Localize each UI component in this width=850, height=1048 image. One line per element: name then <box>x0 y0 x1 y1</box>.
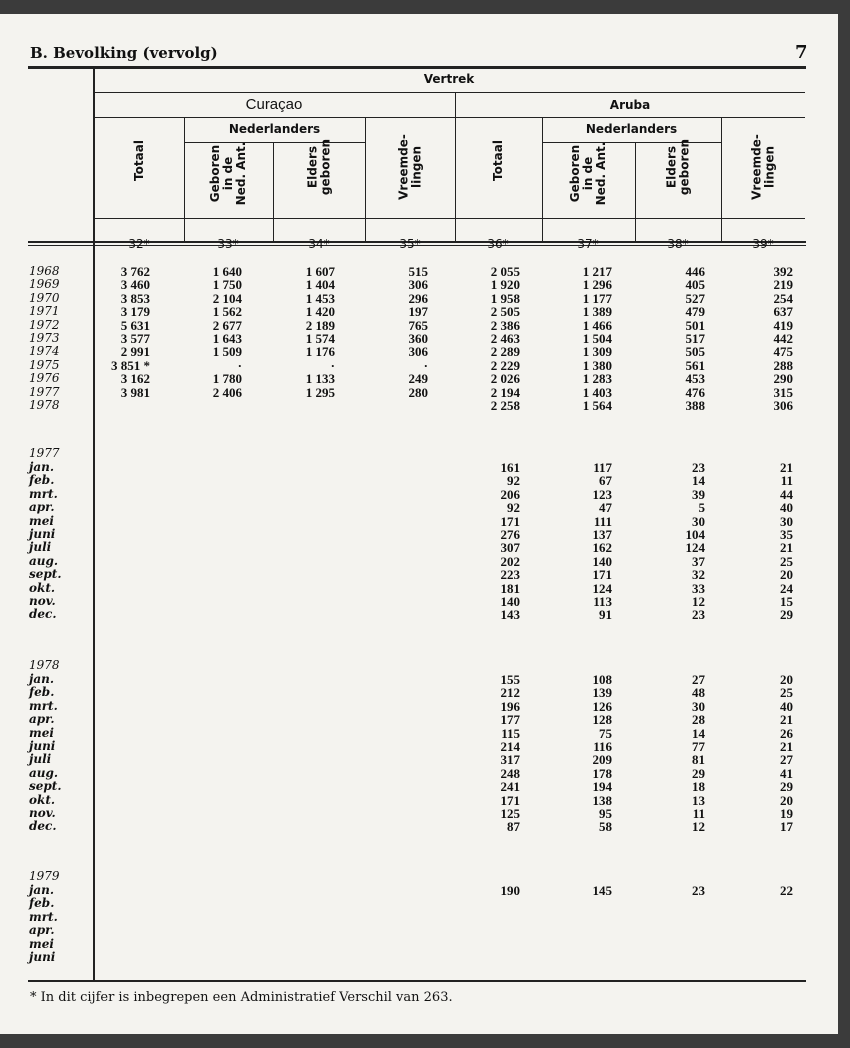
row-label-year: 1968 <box>29 264 60 278</box>
row-label-month: mei <box>29 513 54 528</box>
table-cell: 48 <box>692 685 705 701</box>
column-number: 34* <box>308 237 330 251</box>
section-title: B. Bevolking (vervolg) <box>30 44 218 62</box>
table-cell: 2 505 <box>490 304 520 320</box>
table-cell: 1 920 <box>490 277 520 293</box>
table-cell: 67 <box>599 473 612 489</box>
table-cell: 317 <box>500 752 520 768</box>
table-cell: 14 <box>692 725 705 741</box>
table-cell: 202 <box>500 553 520 569</box>
table-cell: 1 420 <box>305 304 335 320</box>
table-cell: 392 <box>773 264 793 279</box>
table-cell: 26 <box>780 725 793 741</box>
row-label-month: aug. <box>29 553 59 568</box>
table-cell: 2 055 <box>490 264 520 279</box>
stub-column-rule <box>93 69 95 981</box>
table-top-rule <box>28 66 806 69</box>
row-label-month: okt. <box>29 580 56 595</box>
table-cell: 161 <box>500 460 520 475</box>
table-cell: 2 677 <box>212 317 242 333</box>
table-cell: 171 <box>592 567 612 583</box>
column-header-label: Vreemde- lingen <box>749 134 777 200</box>
column-header-label: Totaal <box>491 140 505 181</box>
table-cell: 476 <box>685 384 705 400</box>
row-label-year: 1977 <box>29 384 60 399</box>
column-number: 35* <box>399 237 421 251</box>
row-label-month: mei <box>29 936 54 951</box>
table-cell: 3 162 <box>120 371 150 387</box>
table-cell: 139 <box>592 685 612 701</box>
row-label-month: sept. <box>29 567 62 582</box>
table-cell: 1 607 <box>305 264 335 279</box>
table-cell: 20 <box>780 792 793 808</box>
table-cell: 248 <box>500 765 520 781</box>
table-cell: 3 851 * <box>111 357 150 373</box>
table-cell: 21 <box>780 739 793 754</box>
row-label-month: juli <box>29 540 52 555</box>
row-label-year: 1974 <box>29 344 60 359</box>
table-cell: 15 <box>780 594 793 609</box>
table-cell: 140 <box>592 553 612 569</box>
table-cell: 27 <box>780 752 793 768</box>
table-cell: 296 <box>408 290 428 306</box>
table-cell: 290 <box>773 371 793 387</box>
row-label-month: okt. <box>29 792 56 807</box>
table-cell: 1 404 <box>305 277 335 293</box>
table-cell: 3 981 <box>120 384 150 400</box>
column-header-label: Totaal <box>132 140 146 181</box>
table-cell: 2 194 <box>490 384 520 400</box>
row-label-month: mei <box>29 725 54 740</box>
table-cell: 360 <box>408 331 428 346</box>
table-cell: 117 <box>593 460 612 475</box>
row-label-month: juni <box>29 950 56 964</box>
row-label-month: mrt. <box>29 698 58 713</box>
table-cell: 33 <box>692 580 705 596</box>
table-cell: 47 <box>599 500 612 516</box>
table-cell: 561 <box>685 357 705 373</box>
table-cell: 32 <box>692 567 705 583</box>
table-cell: 95 <box>599 806 612 821</box>
table-cell: 29 <box>780 779 793 795</box>
table-cell: 138 <box>592 792 612 808</box>
table-cell: 505 <box>685 344 705 360</box>
row-label-month: nov. <box>29 594 56 608</box>
table-cell: 388 <box>685 398 705 413</box>
table-cell: 446 <box>685 264 705 279</box>
row-label-year: 1975 <box>29 357 60 372</box>
divider <box>721 117 722 241</box>
table-cell: 209 <box>592 752 612 768</box>
table-cell: 29 <box>780 607 793 623</box>
table-cell: 12 <box>692 819 705 835</box>
header-aruba: Aruba <box>609 98 651 112</box>
table-cell: 1 509 <box>212 344 242 360</box>
table-cell: · <box>330 357 335 373</box>
column-header-label: Elders geboren <box>305 138 333 196</box>
table-cell: 30 <box>692 513 705 529</box>
table-cell: 23 <box>692 460 705 475</box>
row-label-month: feb. <box>29 896 55 911</box>
row-label-month: nov. <box>29 806 56 820</box>
row-label-month: mrt. <box>29 486 58 501</box>
table-cell: 306 <box>408 344 428 360</box>
table-cell: 28 <box>692 712 705 728</box>
table-cell: 442 <box>773 331 793 346</box>
row-label-month: feb. <box>29 685 55 700</box>
table-cell: 1 380 <box>582 357 612 373</box>
table-cell: 1 750 <box>212 277 242 293</box>
column-number: 38* <box>667 237 689 251</box>
table-cell: · <box>237 357 242 373</box>
table-cell: 2 189 <box>305 317 335 333</box>
row-label-year: 1972 <box>29 317 60 332</box>
table-cell: 137 <box>592 527 612 542</box>
table-cell: 190 <box>500 883 520 898</box>
column-number: 36* <box>487 237 509 251</box>
table-cell: 1 574 <box>305 331 335 346</box>
table-cell: 128 <box>592 712 612 728</box>
table-cell: 22 <box>780 883 793 898</box>
column-header-label: Geboren in de Ned. Ant. <box>568 141 608 206</box>
table-cell: 1 640 <box>212 264 242 279</box>
table-cell: 1 176 <box>305 344 335 360</box>
table-cell: 501 <box>685 317 705 333</box>
table-cell: 479 <box>685 304 705 320</box>
table-cell: 20 <box>780 672 793 687</box>
row-label-month: juni <box>29 739 56 753</box>
row-label-month: apr. <box>29 500 55 515</box>
row-label-month: dec. <box>29 819 57 834</box>
document-sheet <box>0 14 838 1034</box>
row-label-month: apr. <box>29 923 55 938</box>
table-cell: 2 463 <box>490 331 520 346</box>
table-cell: 111 <box>593 513 612 529</box>
table-cell: 39 <box>692 486 705 502</box>
table-cell: 21 <box>780 460 793 475</box>
divider <box>184 117 185 241</box>
table-cell: 306 <box>408 277 428 293</box>
table-cell: 177 <box>500 712 520 728</box>
table-cell: 25 <box>780 685 793 701</box>
row-label-month: sept. <box>29 779 62 794</box>
table-cell: 1 504 <box>582 331 612 346</box>
table-cell: 1 177 <box>582 290 612 306</box>
row-label-year-group: 1979 <box>29 869 60 883</box>
header-nederlanders-aruba: Nederlanders <box>585 122 678 136</box>
table-cell: 14 <box>692 473 705 489</box>
table-cell: 140 <box>500 594 520 609</box>
divider <box>93 92 805 93</box>
table-cell: 307 <box>500 540 520 556</box>
column-number: 33* <box>217 237 239 251</box>
footnote: * In dit cijfer is inbegrepen een Administratief Verschil van 263. <box>30 990 453 1005</box>
table-cell: 12 <box>692 594 705 609</box>
table-cell: 276 <box>500 527 520 542</box>
row-label-month: jan. <box>29 460 55 474</box>
table-cell: 58 <box>599 819 612 835</box>
table-cell: 2 991 <box>120 344 150 360</box>
table-cell: 306 <box>773 398 793 413</box>
row-label-year: 1976 <box>29 371 60 386</box>
table-cell: 515 <box>408 264 428 279</box>
table-cell: 115 <box>501 725 520 741</box>
table-cell: 1 958 <box>490 290 520 306</box>
table-cell: 5 631 <box>120 317 150 333</box>
table-cell: 113 <box>593 594 612 609</box>
table-cell: 196 <box>500 698 520 714</box>
table-cell: 315 <box>773 384 793 400</box>
table-cell: 81 <box>692 752 705 768</box>
table-cell: 17 <box>780 819 793 835</box>
table-cell: 637 <box>773 304 793 320</box>
row-label-year: 1969 <box>29 277 60 292</box>
table-cell: 1 217 <box>582 264 612 279</box>
table-cell: 11 <box>692 806 705 821</box>
table-cell: 124 <box>685 540 705 556</box>
table-cell: 1 389 <box>582 304 612 320</box>
table-cell: 20 <box>780 567 793 583</box>
table-cell: 249 <box>408 371 428 387</box>
table-cell: 123 <box>592 486 612 502</box>
table-cell: 126 <box>592 698 612 714</box>
page-number: 7 <box>795 42 808 63</box>
divider <box>455 92 456 241</box>
table-cell: 155 <box>500 672 520 687</box>
table-cell: 13 <box>692 792 705 808</box>
table-cell: 3 762 <box>120 264 150 279</box>
header-nederlanders-curacao: Nederlanders <box>228 122 321 136</box>
row-label-year: 1971 <box>29 304 60 319</box>
table-cell: 1 564 <box>582 398 612 413</box>
table-cell: 162 <box>592 540 612 556</box>
row-label-month: mrt. <box>29 909 58 924</box>
table-cell: 75 <box>599 725 612 741</box>
table-cell: 23 <box>692 607 705 623</box>
table-cell: 30 <box>780 513 793 529</box>
table-cell: 1 466 <box>582 317 612 333</box>
row-label-month: jan. <box>29 672 55 686</box>
table-cell: 1 780 <box>212 371 242 387</box>
table-cell: 116 <box>593 739 612 754</box>
table-cell: 280 <box>408 384 428 400</box>
table-cell: 3 179 <box>120 304 150 320</box>
table-cell: 24 <box>780 580 793 596</box>
table-cell: 21 <box>780 712 793 728</box>
table-bottom-rule <box>28 980 806 982</box>
table-cell: 27 <box>692 672 705 687</box>
table-cell: 11 <box>780 473 793 489</box>
table-cell: 1 295 <box>305 384 335 400</box>
table-cell: 178 <box>592 765 612 781</box>
table-cell: 44 <box>780 486 793 502</box>
divider <box>93 117 805 118</box>
divider <box>93 218 805 219</box>
row-label-year: 1970 <box>29 290 60 305</box>
table-cell: 197 <box>408 304 428 320</box>
table-cell: 21 <box>780 540 793 556</box>
row-label-year-group: 1977 <box>29 446 60 460</box>
table-cell: 143 <box>500 607 520 623</box>
row-label-year-group: 1978 <box>29 658 60 672</box>
table-cell: 3 853 <box>120 290 150 306</box>
table-cell: 2 104 <box>212 290 242 306</box>
table-cell: 5 <box>698 500 705 516</box>
table-cell: 1 283 <box>582 371 612 387</box>
table-cell: 223 <box>500 567 520 583</box>
table-cell: 41 <box>780 765 793 781</box>
table-cell: 37 <box>692 553 705 569</box>
column-number: 32* <box>128 237 150 251</box>
table-cell: 30 <box>692 698 705 714</box>
table-cell: 40 <box>780 698 793 714</box>
table-cell: 1 133 <box>305 371 335 387</box>
divider <box>635 142 636 241</box>
table-cell: 214 <box>500 739 520 754</box>
table-cell: 2 229 <box>490 357 520 373</box>
table-cell: 405 <box>685 277 705 293</box>
header-vertrek: Vertrek <box>423 72 475 86</box>
row-label-month: jan. <box>29 883 55 897</box>
table-cell: 475 <box>773 344 793 360</box>
row-label-month: dec. <box>29 607 57 622</box>
table-cell: 1 403 <box>582 384 612 400</box>
table-cell: 92 <box>507 500 520 516</box>
header-curacao: Curaçao <box>245 96 303 113</box>
column-header-label: Geboren in de Ned. Ant. <box>208 141 248 206</box>
row-label-year: 1973 <box>29 331 60 345</box>
divider <box>542 117 543 241</box>
table-cell: 77 <box>692 739 705 754</box>
row-label-month: juli <box>29 752 52 767</box>
table-cell: 453 <box>685 371 705 387</box>
row-label-month: feb. <box>29 473 55 488</box>
table-cell: 2 406 <box>212 384 242 400</box>
column-number: 37* <box>577 237 599 251</box>
column-header-label: Vreemde- lingen <box>396 134 424 200</box>
table-cell: 288 <box>773 357 793 373</box>
table-cell: 1 643 <box>212 331 242 346</box>
table-cell: 23 <box>692 883 705 898</box>
row-label-month: aug. <box>29 765 59 780</box>
table-cell: 19 <box>780 806 793 821</box>
table-cell: 35 <box>780 527 793 542</box>
divider <box>273 142 274 241</box>
table-cell: 87 <box>507 819 520 835</box>
table-cell: 40 <box>780 500 793 516</box>
divider <box>365 117 366 241</box>
table-cell: 194 <box>592 779 612 795</box>
table-cell: 171 <box>500 792 520 808</box>
table-cell: 1 562 <box>212 304 242 320</box>
row-label-month: juni <box>29 527 56 541</box>
table-cell: 2 386 <box>490 317 520 333</box>
table-cell: 212 <box>500 685 520 701</box>
row-label-year: 1978 <box>29 398 60 412</box>
table-cell: 108 <box>592 672 612 687</box>
row-label-month: apr. <box>29 712 55 727</box>
table-cell: 254 <box>773 290 793 306</box>
table-cell: 219 <box>773 277 793 293</box>
table-cell: 1 453 <box>305 290 335 306</box>
table-cell: 419 <box>773 317 793 333</box>
table-cell: 2 258 <box>490 398 520 413</box>
table-cell: 3 577 <box>120 331 150 346</box>
column-number: 39* <box>752 237 774 251</box>
table-cell: 1 309 <box>582 344 612 360</box>
table-cell: 92 <box>507 473 520 489</box>
table-cell: 517 <box>685 331 705 346</box>
table-cell: 1 296 <box>582 277 612 293</box>
table-cell: 18 <box>692 779 705 795</box>
table-cell: 2 289 <box>490 344 520 360</box>
table-cell: 171 <box>500 513 520 529</box>
column-header-label: Elders geboren <box>664 138 692 196</box>
table-cell: 25 <box>780 553 793 569</box>
table-cell: 181 <box>500 580 520 596</box>
table-cell: 91 <box>599 607 612 623</box>
table-cell: · <box>423 357 428 373</box>
table-cell: 765 <box>408 317 428 333</box>
table-cell: 125 <box>500 806 520 821</box>
table-cell: 527 <box>685 290 705 306</box>
table-cell: 241 <box>500 779 520 795</box>
table-cell: 29 <box>692 765 705 781</box>
table-cell: 104 <box>685 527 705 542</box>
table-cell: 2 026 <box>490 371 520 387</box>
table-cell: 206 <box>500 486 520 502</box>
table-cell: 145 <box>592 883 612 898</box>
table-cell: 124 <box>592 580 612 596</box>
table-cell: 3 460 <box>120 277 150 293</box>
